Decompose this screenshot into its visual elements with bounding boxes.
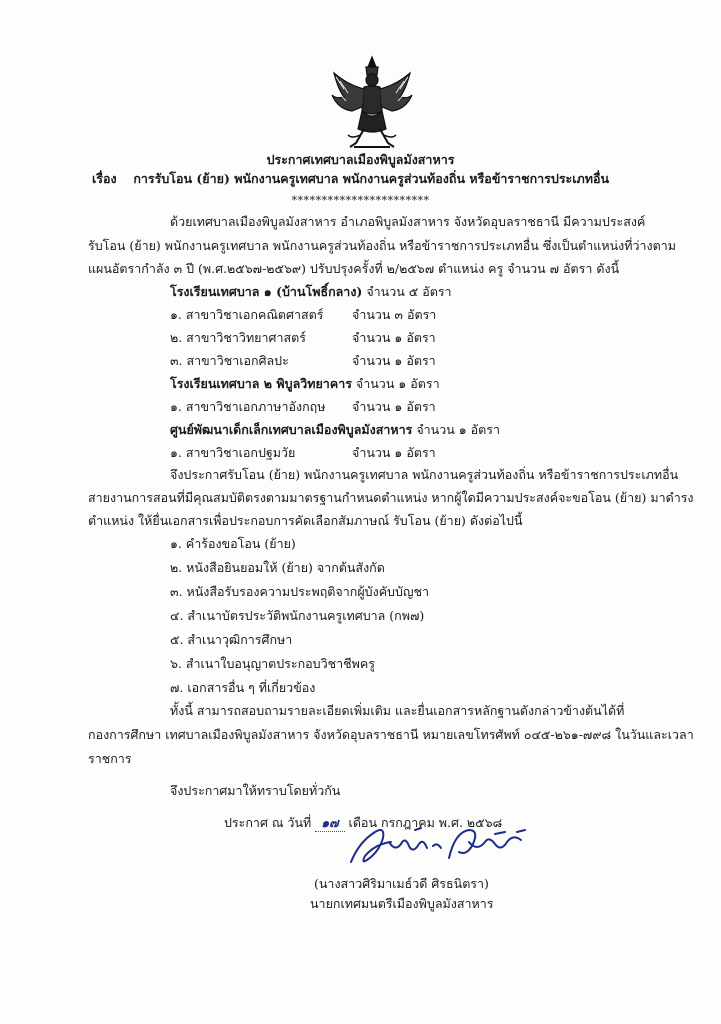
date-rest: เดือน กรกฎาคม พ.ศ. ๒๕๖๘ <box>348 815 503 830</box>
list-item-subject: ๒. สาขาวิชาวิทยาศาสตร์ <box>170 330 306 345</box>
intro-line-1: ด้วยเทศบาลเมืองพิบูลมังสาหาร อำเภอพิบูลมังสาหาร จังหวัดอุบลราชธานี มีความประสงค์ <box>170 214 646 229</box>
list-item-subject: ๑. สาขาวิชาเอกภาษาอังกฤษ <box>170 399 326 414</box>
school-heading <box>170 376 440 392</box>
subject-line <box>92 171 609 187</box>
school-count: จำนวน ๕ อัตรา <box>366 284 452 299</box>
closing-statement: จึงประกาศมาให้ทราบโดยทั่วกัน <box>170 783 341 798</box>
document-item: ๔. สำเนาบัตรประวัติพนักงานครูเทศบาล (กพ๗) <box>170 608 425 623</box>
requirements-line-2: สายงานการสอนที่มีคุณสมบัติตรงตามมาตรฐานกำหนดตำแหน่ง หากผู้ใดมีความประสงค์จะขอโอน (ย้าย) มาดำรง <box>88 490 694 505</box>
school-name: โรงเรียนเทศบาล ๑ (บ้านโพธิ์กลาง) <box>170 284 363 299</box>
school-count: จำนวน ๑ อัตรา <box>355 376 440 391</box>
intro-line-2: รับโอน (ย้าย) พนักงานครูเทศบาล พนักงานครูส่วนท้องถิ่น หรือข้าราชการประเภทอื่น ซึ่งเป็นตำแหน่งที่ว่างตาม <box>88 238 677 253</box>
signature-icon <box>345 822 530 874</box>
signatory-position: นายกเทศมนตรีเมืองพิบูลมังสาหาร <box>310 896 494 911</box>
list-item-count: จำนวน ๑ อัตรา <box>352 330 436 345</box>
document-item: ๓. หนังสือรับรองความประพฤติจากผู้บังคับบัญชา <box>170 584 430 599</box>
list-item-subject: ๓. สาขาวิชาเอกศิลปะ <box>170 353 289 368</box>
date-prefix: ประกาศ ณ วันที่ <box>224 815 312 830</box>
requirements-line-1: จึงประกาศรับโอน (ย้าย) พนักงานครูเทศบาล พนักงานครูส่วนท้องถิ่น หรือข้าราชการประเภทอื่น <box>170 467 679 482</box>
contact-line-3: ราชการ <box>88 751 132 766</box>
page-title: ประกาศเทศบาลเมืองพิบูลมังสาหาร <box>266 152 455 167</box>
document-item: ๗. เอกสารอื่น ๆ ที่เกี่ยวข้อง <box>170 680 316 695</box>
date-day: ๑๗ <box>315 815 344 832</box>
signatory-name: (นางสาวศิริมาเมธ์วดี ศิรธนิตรา) <box>314 876 489 891</box>
list-item-count: จำนวน ๓ อัตรา <box>352 307 437 322</box>
requirements-line-3: ตำแหน่ง ให้ยื่นเอกสารเพื่อประกอบการคัดเลือกสัมภาษณ์ รับโอน (ย้าย) ดังต่อไปนี้ <box>88 513 523 528</box>
list-item-subject: ๑. สาขาวิชาเอกปฐมวัย <box>170 445 296 460</box>
school-heading <box>170 422 500 438</box>
garuda-emblem-icon <box>330 55 414 151</box>
school-name: โรงเรียนเทศบาล ๒ พิบูลวิทยาคาร <box>170 376 352 391</box>
contact-line-2: กองการศึกษา เทศบาลเมืองพิบูลมังสาหาร จังหวัดอุบลราชธานี หมายเลขโทรศัพท์ ๐๔๕-๒๖๑-๗๙๘ ในวันและเวลา <box>88 727 694 742</box>
separator: *********************** <box>291 194 430 207</box>
document-item: ๑. คำร้องขอโอน (ย้าย) <box>170 536 296 551</box>
list-item-count: จำนวน ๑ อัตรา <box>352 353 436 368</box>
school-count: จำนวน ๑ อัตรา <box>416 422 501 437</box>
contact-line-1: ทั้งนี้ สามารถสอบถามรายละเอียดเพิ่มเติม และยื่นเอกสารหลักฐานดังกล่าวข้างต้นได้ที่ <box>170 703 625 718</box>
school-name: ศูนย์พัฒนาเด็กเล็กเทศบาลเมืองพิบูลมังสาหาร <box>170 422 413 437</box>
document-item: ๖. สำเนาใบอนุญาตประกอบวิชาชีพครู <box>170 656 375 671</box>
intro-line-3: แผนอัตรากำลัง ๓ ปี (พ.ศ.๒๕๖๗-๒๕๖๙) ปรับปรุงครั้งที่ ๒/๒๕๖๗ ตำแหน่ง ครู จำนวน ๗ อัตรา ดังนี้ <box>88 261 620 276</box>
document-item: ๒. หนังสือยินยอมให้ (ย้าย) จากต้นสังกัด <box>170 560 385 575</box>
list-item-count: จำนวน ๑ อัตรา <box>352 399 436 414</box>
list-item-count: จำนวน ๑ อัตรา <box>352 445 436 460</box>
subject-text: การรับโอน (ย้าย) พนักงานครูเทศบาล พนักงานครูส่วนท้องถิ่น หรือข้าราชการประเภทอื่น <box>133 171 610 186</box>
school-heading <box>170 284 452 300</box>
document-item: ๕. สำเนาวุฒิการศึกษา <box>170 632 293 647</box>
list-item-subject: ๑. สาขาวิชาเอกคณิตศาสตร์ <box>170 307 324 322</box>
subject-label: เรื่อง <box>92 171 117 186</box>
